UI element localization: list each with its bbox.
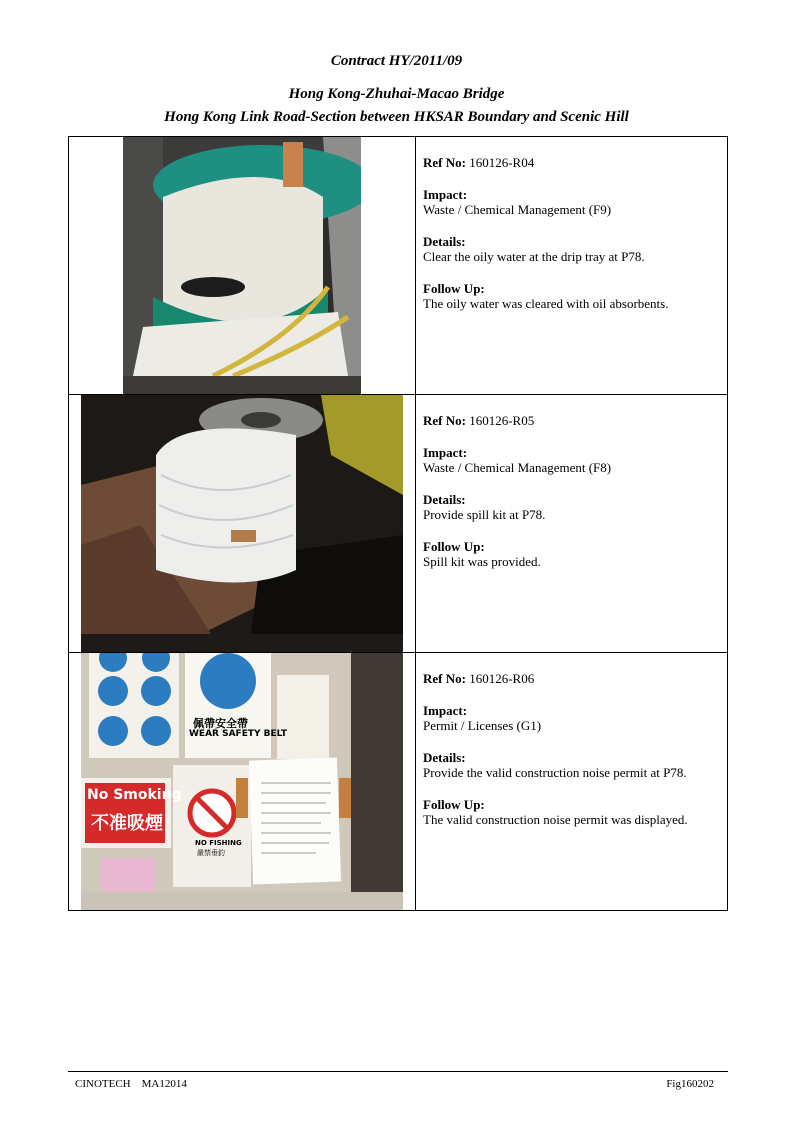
impact-label: Impact:: [423, 445, 468, 460]
follow-up-label: Follow Up:: [423, 539, 485, 554]
impact-label: Impact:: [423, 703, 468, 718]
footer-figure-number: Fig160202: [666, 1078, 714, 1090]
inspection-table: [68, 136, 728, 911]
drum-photo: [123, 137, 361, 394]
follow-up-label: Follow Up:: [423, 797, 485, 812]
table-row: [69, 395, 728, 653]
table-row: [69, 653, 728, 911]
contract-title: Contract HY/2011/09: [330, 53, 463, 69]
impact-value: Waste / Chemical Management (F8): [423, 460, 612, 475]
project-title: Hong Kong-Zhuhai-Macao Bridge: [288, 86, 505, 102]
details-value: Clear the oily water at the drip tray at P78.: [423, 249, 645, 264]
safety-belt-sign-cn: 佩帶安全帶: [193, 717, 248, 730]
ref-value: 160126-R06: [469, 671, 535, 686]
no-fishing-sign-cn: 嚴禁垂釣: [197, 849, 225, 857]
photo-cell: [69, 137, 416, 395]
bucket-drawing: [81, 395, 403, 634]
no-smoking-sign: No Smoking: [87, 787, 182, 803]
ref-value: 160126-R04: [469, 155, 535, 170]
impact-label: Impact:: [423, 187, 468, 202]
no-smoking-sign-cn: 不准吸煙: [91, 813, 163, 834]
no-fishing-sign: NO FISHING: [195, 839, 242, 847]
signboard-photo: [81, 653, 403, 910]
signboard-drawing: [81, 653, 403, 892]
follow-up-value: The oily water was cleared with oil absorbents.: [423, 296, 669, 311]
safety-belt-sign: WEAR SAFETY BELT: [189, 729, 288, 739]
details-value: Provide the valid construction noise permit at P78.: [423, 765, 687, 780]
follow-up-value: Spill kit was provided.: [423, 554, 541, 569]
footer-left: CINOTECH MA12014: [75, 1078, 187, 1090]
drum-drawing: [123, 137, 361, 376]
footer-divider: [68, 1071, 728, 1072]
ref-label: Ref No:: [423, 413, 466, 428]
table-row: [69, 137, 728, 395]
details-label: Details:: [423, 234, 466, 249]
follow-up-value: The valid construction noise permit was displayed.: [423, 812, 688, 827]
details-label: Details:: [423, 750, 466, 765]
ref-value: 160126-R05: [469, 413, 535, 428]
photo-cell: [69, 653, 416, 911]
follow-up-label: Follow Up:: [423, 281, 485, 296]
impact-value: Waste / Chemical Management (F9): [423, 202, 612, 217]
bucket-photo: [81, 395, 403, 652]
details-label: Details:: [423, 492, 466, 507]
record-info: [416, 137, 728, 395]
details-value: Provide spill kit at P78.: [423, 507, 546, 522]
impact-value: Permit / Licenses (G1): [423, 718, 542, 733]
record-info: [416, 395, 728, 653]
section-title: Hong Kong Link Road-Section between HKSAR Boundary and Scenic Hill: [164, 109, 629, 125]
ref-label: Ref No:: [423, 671, 466, 686]
record-info: [416, 653, 728, 911]
photo-cell: [69, 395, 416, 653]
ref-label: Ref No:: [423, 155, 466, 170]
